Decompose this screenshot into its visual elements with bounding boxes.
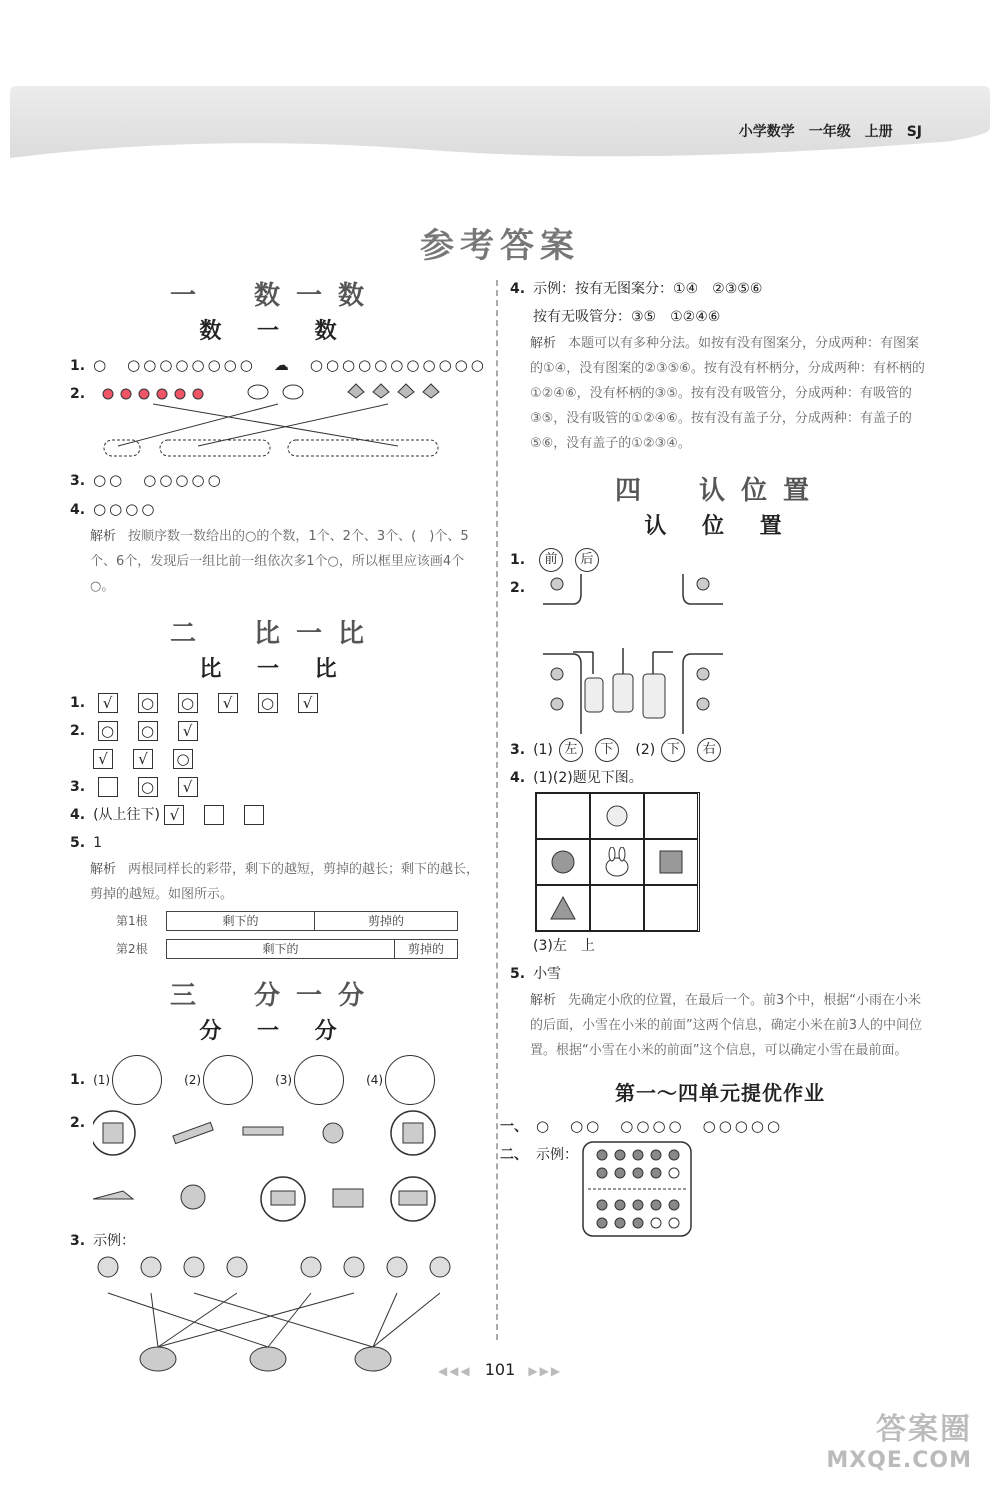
unit1-q3: 3. ○○ ○○○○○ [70,471,224,489]
objects-sorting-figure [93,1109,463,1227]
unit1-q1: 1. ○ ○○○○○○○○ ☁ ○○○○○○○○○○○ [70,356,487,374]
unit4-q4-sub3: (3)左 上 [533,938,595,954]
unit2-q5: 5. 1 [70,835,102,851]
unit4-lesson-title: 认 位 置 [644,514,796,539]
unit3-lesson-title: 分 一 分 [199,1019,351,1044]
unit3-q2: 2. [70,1109,480,1227]
page-title: 参考答案 [420,226,580,266]
unit2-q4: 4. (从上往下) √ [70,801,480,829]
unit3-analysis: 解析 本题可以有多种分法。如按有没有图案分，分成两种：有图案的①④，没有图案的②③⑤⑥。按有没有杯柄分，分成两种：有杯柄的①②④⑥，没有杯柄的③⑤。按有没有吸管分，分成两种：有吸管的③⑤，没有吸管的①②④⑥。按有没有盖子分，分成两种：有盖子的⑤⑥，没有盖子的①②③④。 [530,336,925,451]
unit2-lesson-title: 比 一 比 [199,657,351,682]
unit3-q3: 3. 示例： [70,1233,136,1249]
unit1-q2: 2. [70,380,480,466]
unit3-q1: 1. (1) (2) (3) (4) [70,1051,480,1109]
unit4-q5: 5. 小雪 [510,966,562,982]
unit3-title: 三 分一分 [169,981,380,1011]
page-footer [0,1360,1000,1379]
book-info: 小学数学 一年级 上册 SJ [738,124,922,140]
unit3-q4: 4. 示例：按有无图案分：①④ ②③⑤⑥ [510,281,763,297]
unit4-title: 四 认位置 [614,476,825,506]
dots-grouping-figure [582,1141,692,1237]
unit2-title: 二 比一比 [169,619,380,649]
watermark: 答案圈 MXQE.COM [826,1412,972,1473]
position-grid [535,792,700,932]
prev-arrows-icon: ◀◀◀ [437,1364,472,1378]
unit2-q3: 3. ○ √ [70,773,480,801]
review-q2: 二、 示例： [500,1141,930,1237]
unit1-q4: 4. ○○○○ [70,500,158,518]
page-number: 101 [484,1360,516,1379]
column-divider [496,280,498,1340]
unit2-q1: 1. √ ○ ○ √ ○ √ [70,689,480,717]
unit4-q2: 2. [510,574,930,736]
unit2-q2: 2. ○ ○ √ [70,717,480,745]
unit4-q1: 1. 前 后 [510,546,930,574]
ribbon-2: 第2根 剩下的 剪掉的 [116,935,480,963]
review-title: 第一～四单元提优作业 [615,1081,825,1105]
unit2-analysis: 解析 两根同样长的彩带，剩下的越短，剪掉的越长；剩下的越长，剪掉的越短。如图所示。 [90,862,480,902]
review-q1: 一、 ○ ○○ ○○○○ ○○○○○ [500,1117,784,1135]
left-column [70,275,487,1379]
flowers-vases-figure [88,1255,468,1375]
cherries-birds-leaves-matching-figure [98,380,478,466]
unit1-lesson-title: 数 一 数 [199,319,351,344]
unit4-q4: 4. (1)(2)题见下图。 [510,770,643,786]
unit1-title: 一 数一数 [169,281,380,311]
unit3-q4-line2: 按有无吸管分：③⑤ ①②④⑥ [533,309,721,325]
unit4-q3: 3. (1) 左 下 (2) 下 右 [510,736,930,764]
right-column [500,275,930,1237]
unit2-q2-row2: √ √ ○ [70,745,480,773]
unit1-analysis: 解析 按顺序数一数给出的○的个数，1个、2个、3个、( )个、5个、6个，发现后一组比前一组依次多1个○，所以框里应该画4个○。 [90,529,469,594]
next-arrows-icon: ▶▶▶ [528,1364,563,1378]
unit4-analysis: 解析 先确定小欣的位置，在最后一个。前3个中，根据“小雨在小米的后面，小雪在小米的前面”这两个信息，确定小米在前3人的中间位置。根据“小雪在小米的前面”这个信息，可以确定小雪在最前面。 [530,993,923,1058]
road-cars-figure [533,574,733,734]
ribbon-1: 第1根 剩下的 剪掉的 [116,907,480,935]
